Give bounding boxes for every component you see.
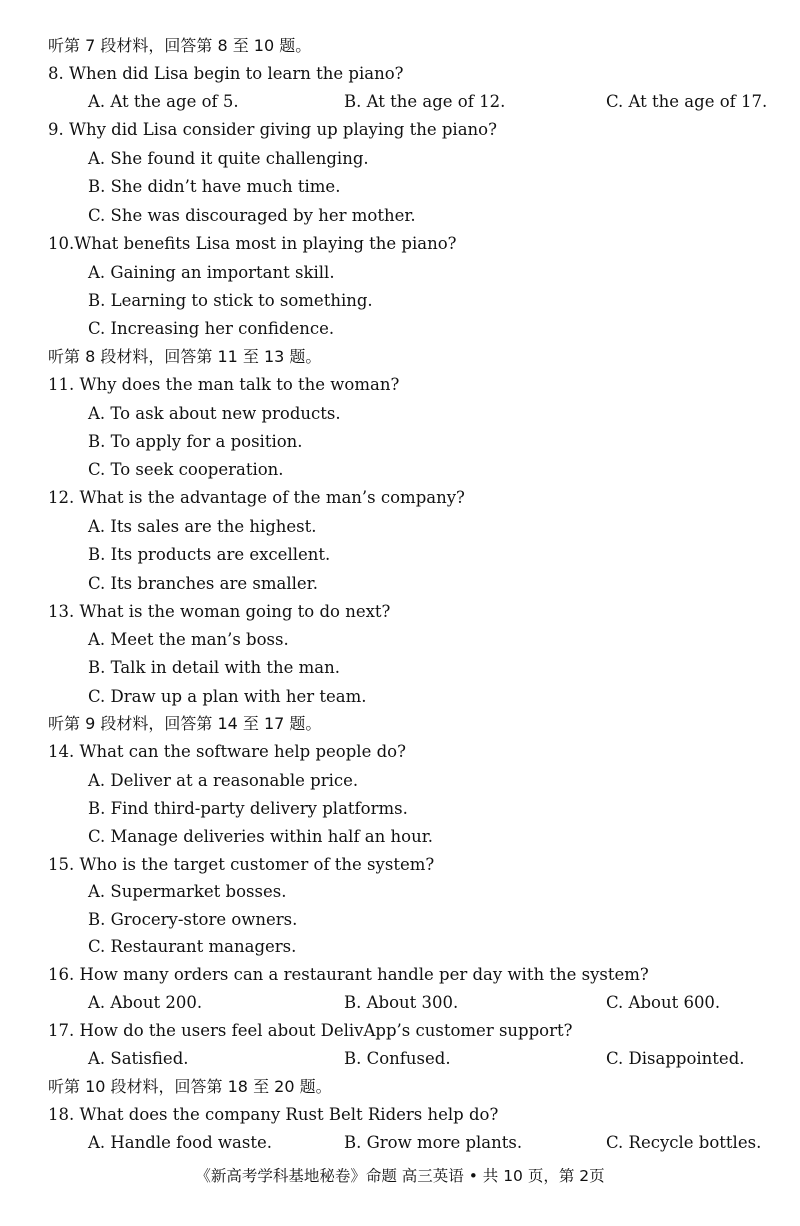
question-13-stem: 13. What is the woman going to do next?: [48, 602, 391, 621]
question-10-option-a: A. Gaining an important skill.: [88, 263, 335, 282]
question-14-option-a: A. Deliver at a reasonable price.: [88, 771, 359, 790]
question-18-option-a: A. Handle food waste.: [88, 1133, 272, 1152]
section-heading-9: 听第 9 段材料，回答第 14 至 17 题。: [48, 714, 322, 733]
question-9-option-a: A. She found it quite challenging.: [88, 149, 369, 168]
question-10-stem: 10.What benefits Lisa most in playing the piano?: [48, 234, 457, 253]
question-17-option-a: A. Satisfied.: [88, 1049, 189, 1068]
question-9-stem: 9. Why did Lisa consider giving up playing the piano?: [48, 120, 497, 139]
question-12-option-c: C. Its branches are smaller.: [88, 574, 318, 593]
question-16-option-c: C. About 600.: [606, 993, 721, 1012]
question-8-option-c: C. At the age of 17.: [606, 92, 768, 111]
question-16-option-a: A. About 200.: [88, 993, 203, 1012]
question-15-stem: 15. Who is the target customer of the system?: [48, 855, 435, 874]
question-11-option-a: A. To ask about new products.: [88, 404, 341, 423]
question-13-option-b: B. Talk in detail with the man.: [88, 658, 340, 677]
question-9-option-b: B. She didn’t have much time.: [88, 177, 341, 196]
question-8-stem: 8. When did Lisa begin to learn the piano?: [48, 64, 404, 83]
question-10-option-c: C. Increasing her confidence.: [88, 319, 335, 338]
question-14-option-b: B. Find third-party delivery platforms.: [88, 799, 408, 818]
question-15-option-c: C. Restaurant managers.: [88, 937, 297, 956]
question-17-stem: 17. How do the users feel about DelivApp’s customer support?: [48, 1021, 573, 1040]
question-8-option-a: A. At the age of 5.: [88, 92, 239, 111]
question-13-option-a: A. Meet the man’s boss.: [88, 630, 289, 649]
question-13-option-c: C. Draw up a plan with her team.: [88, 687, 367, 706]
question-15-option-a: A. Supermarket bosses.: [88, 882, 287, 901]
question-17-option-b: B. Confused.: [344, 1049, 451, 1068]
section-heading-7: 听第 7 段材料，回答第 8 至 10 题。: [48, 36, 312, 55]
question-16-option-b: B. About 300.: [344, 993, 459, 1012]
question-14-option-c: C. Manage deliveries within half an hour.: [88, 827, 434, 846]
question-12-stem: 12. What is the advantage of the man’s company?: [48, 488, 465, 507]
question-12-option-b: B. Its products are excellent.: [88, 545, 331, 564]
question-17-option-c: C. Disappointed.: [606, 1049, 745, 1068]
question-18-option-b: B. Grow more plants.: [344, 1133, 523, 1152]
page-footer: 《新高考学科基地秘卷》命题 高三英语 • 共 10 页，第 2页: [195, 1167, 605, 1185]
question-15-option-b: B. Grocery-store owners.: [88, 910, 298, 929]
question-9-option-c: C. She was discouraged by her mother.: [88, 206, 416, 225]
question-18-stem: 18. What does the company Rust Belt Riders help do?: [48, 1105, 499, 1124]
question-12-option-a: A. Its sales are the highest.: [88, 517, 317, 536]
question-18-option-c: C. Recycle bottles.: [606, 1133, 762, 1152]
question-10-option-b: B. Learning to stick to something.: [88, 291, 373, 310]
section-heading-10: 听第 10 段材料，回答第 18 至 20 题。: [48, 1077, 332, 1096]
section-heading-8: 听第 8 段材料，回答第 11 至 13 题。: [48, 347, 322, 366]
question-11-stem: 11. Why does the man talk to the woman?: [48, 375, 400, 394]
question-11-option-c: C. To seek cooperation.: [88, 460, 284, 479]
question-16-stem: 16. How many orders can a restaurant handle per day with the system?: [48, 965, 649, 984]
question-14-stem: 14. What can the software help people do?: [48, 742, 406, 761]
question-8-option-b: B. At the age of 12.: [344, 92, 506, 111]
question-11-option-b: B. To apply for a position.: [88, 432, 303, 451]
